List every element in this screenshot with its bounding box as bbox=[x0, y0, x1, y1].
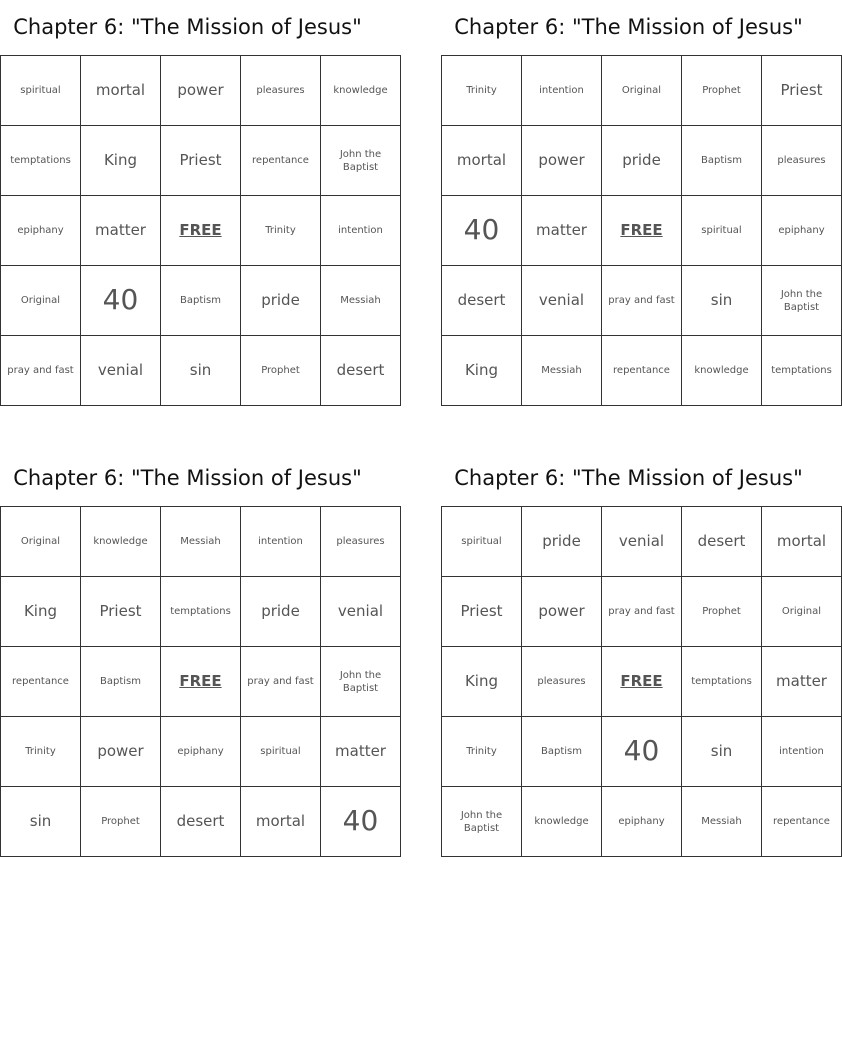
bingo-grid bbox=[0, 55, 401, 406]
bingo-cell: Prophet bbox=[81, 787, 161, 857]
bingo-cell: pleasures bbox=[321, 507, 401, 577]
bingo-cell: pleasures bbox=[522, 647, 602, 717]
bingo-cell: mortal bbox=[442, 126, 522, 196]
grid-row bbox=[1, 647, 401, 717]
bingo-cell: Baptism bbox=[81, 647, 161, 717]
bingo-cell: epiphany bbox=[762, 196, 842, 266]
bingo-card bbox=[441, 0, 832, 406]
bingo-cell: temptations bbox=[682, 647, 762, 717]
bingo-cell: pleasures bbox=[762, 126, 842, 196]
bingo-cell: pride bbox=[602, 126, 682, 196]
grid-row bbox=[1, 577, 401, 647]
bingo-cell: sin bbox=[161, 336, 241, 406]
grid-row bbox=[1, 787, 401, 857]
bingo-cell: Original bbox=[1, 507, 81, 577]
bingo-cell: desert bbox=[321, 336, 401, 406]
bingo-cell: John the Baptist bbox=[762, 266, 842, 336]
card-title: Chapter 6: "The Mission of Jesus" bbox=[454, 15, 803, 39]
bingo-cell: desert bbox=[682, 507, 762, 577]
free-space: FREE bbox=[161, 196, 241, 266]
bingo-cell: repentance bbox=[762, 787, 842, 857]
grid-row bbox=[1, 266, 401, 336]
bingo-grid bbox=[0, 506, 401, 857]
bingo-cell: John the Baptist bbox=[321, 126, 401, 196]
bingo-cell: power bbox=[522, 126, 602, 196]
bingo-cell: Priest bbox=[161, 126, 241, 196]
bingo-cell: venial bbox=[81, 336, 161, 406]
bingo-cell: mortal bbox=[81, 56, 161, 126]
bingo-cell: Baptism bbox=[522, 717, 602, 787]
bingo-cell: repentance bbox=[602, 336, 682, 406]
bingo-cell: spiritual bbox=[1, 56, 81, 126]
bingo-cell: pray and fast bbox=[602, 577, 682, 647]
bingo-cell: Messiah bbox=[522, 336, 602, 406]
bingo-cell: sin bbox=[682, 717, 762, 787]
grid-row bbox=[442, 507, 842, 577]
card-title: Chapter 6: "The Mission of Jesus" bbox=[13, 15, 362, 39]
grid-row bbox=[442, 577, 842, 647]
bingo-card bbox=[0, 451, 386, 857]
bingo-cell: matter bbox=[522, 196, 602, 266]
grid-row bbox=[442, 56, 842, 126]
bingo-cell: temptations bbox=[1, 126, 81, 196]
bingo-cell: Trinity bbox=[241, 196, 321, 266]
grid-row bbox=[1, 507, 401, 577]
free-space: FREE bbox=[602, 647, 682, 717]
bingo-cell: pride bbox=[522, 507, 602, 577]
free-space: FREE bbox=[161, 647, 241, 717]
bingo-cell: matter bbox=[81, 196, 161, 266]
bingo-cell: pray and fast bbox=[602, 266, 682, 336]
grid-row bbox=[442, 787, 842, 857]
grid-row bbox=[442, 196, 842, 266]
bingo-cell: intention bbox=[522, 56, 602, 126]
bingo-cell: Messiah bbox=[682, 787, 762, 857]
bingo-cell: intention bbox=[762, 717, 842, 787]
bingo-cell: Messiah bbox=[161, 507, 241, 577]
bingo-cell: Original bbox=[602, 56, 682, 126]
bingo-cell: Messiah bbox=[321, 266, 401, 336]
bingo-cell: 40 bbox=[602, 717, 682, 787]
card-title: Chapter 6: "The Mission of Jesus" bbox=[13, 466, 362, 490]
bingo-cell: 40 bbox=[81, 266, 161, 336]
bingo-cell: mortal bbox=[762, 507, 842, 577]
grid-row bbox=[442, 336, 842, 406]
bingo-cell: King bbox=[81, 126, 161, 196]
bingo-cell: John the Baptist bbox=[321, 647, 401, 717]
bingo-cell: Trinity bbox=[1, 717, 81, 787]
grid-row bbox=[1, 717, 401, 787]
bingo-cell: Priest bbox=[762, 56, 842, 126]
bingo-cell: spiritual bbox=[442, 507, 522, 577]
bingo-cell: power bbox=[81, 717, 161, 787]
bingo-cell: power bbox=[161, 56, 241, 126]
bingo-cell: matter bbox=[762, 647, 842, 717]
bingo-cell: knowledge bbox=[522, 787, 602, 857]
bingo-cell: spiritual bbox=[241, 717, 321, 787]
bingo-grid bbox=[441, 506, 842, 857]
bingo-cell: knowledge bbox=[321, 56, 401, 126]
grid-row bbox=[1, 336, 401, 406]
grid-row bbox=[1, 196, 401, 266]
bingo-cell: epiphany bbox=[602, 787, 682, 857]
bingo-cell: spiritual bbox=[682, 196, 762, 266]
bingo-cell: repentance bbox=[241, 126, 321, 196]
bingo-cell: King bbox=[442, 336, 522, 406]
bingo-cell: 40 bbox=[442, 196, 522, 266]
grid-row bbox=[442, 126, 842, 196]
bingo-cell: pride bbox=[241, 577, 321, 647]
bingo-cell: power bbox=[522, 577, 602, 647]
grid-row bbox=[1, 126, 401, 196]
bingo-cell: intention bbox=[321, 196, 401, 266]
grid-row bbox=[442, 647, 842, 717]
bingo-cell: Prophet bbox=[682, 56, 762, 126]
bingo-cell: Trinity bbox=[442, 717, 522, 787]
bingo-cell: temptations bbox=[161, 577, 241, 647]
bingo-cell: sin bbox=[1, 787, 81, 857]
bingo-cell: desert bbox=[442, 266, 522, 336]
grid-row bbox=[1, 56, 401, 126]
bingo-cell: venial bbox=[602, 507, 682, 577]
bingo-cell: King bbox=[442, 647, 522, 717]
bingo-cell: venial bbox=[522, 266, 602, 336]
bingo-cell: John the Baptist bbox=[442, 787, 522, 857]
bingo-cell: sin bbox=[682, 266, 762, 336]
bingo-grid bbox=[441, 55, 842, 406]
bingo-cell: Original bbox=[1, 266, 81, 336]
bingo-cell: knowledge bbox=[81, 507, 161, 577]
bingo-card bbox=[0, 0, 388, 406]
bingo-cell: epiphany bbox=[1, 196, 81, 266]
bingo-cell: Original bbox=[762, 577, 842, 647]
bingo-cell: Prophet bbox=[241, 336, 321, 406]
bingo-cell: mortal bbox=[241, 787, 321, 857]
bingo-cell: King bbox=[1, 577, 81, 647]
bingo-cell: 40 bbox=[321, 787, 401, 857]
bingo-cell: Trinity bbox=[442, 56, 522, 126]
bingo-cell: Baptism bbox=[682, 126, 762, 196]
bingo-cell: pleasures bbox=[241, 56, 321, 126]
bingo-card bbox=[441, 451, 830, 857]
grid-row bbox=[442, 266, 842, 336]
bingo-cell: Prophet bbox=[682, 577, 762, 647]
bingo-cell: desert bbox=[161, 787, 241, 857]
bingo-cell: Priest bbox=[81, 577, 161, 647]
bingo-cell: epiphany bbox=[161, 717, 241, 787]
bingo-cell: pray and fast bbox=[1, 336, 81, 406]
bingo-cell: intention bbox=[241, 507, 321, 577]
bingo-cell: temptations bbox=[762, 336, 842, 406]
bingo-cell: repentance bbox=[1, 647, 81, 717]
bingo-cell: pride bbox=[241, 266, 321, 336]
card-title: Chapter 6: "The Mission of Jesus" bbox=[454, 466, 803, 490]
bingo-cell: matter bbox=[321, 717, 401, 787]
grid-row bbox=[442, 717, 842, 787]
free-space: FREE bbox=[602, 196, 682, 266]
bingo-cell: venial bbox=[321, 577, 401, 647]
bingo-cell: Baptism bbox=[161, 266, 241, 336]
bingo-cell: pray and fast bbox=[241, 647, 321, 717]
bingo-cell: knowledge bbox=[682, 336, 762, 406]
bingo-cell: Priest bbox=[442, 577, 522, 647]
